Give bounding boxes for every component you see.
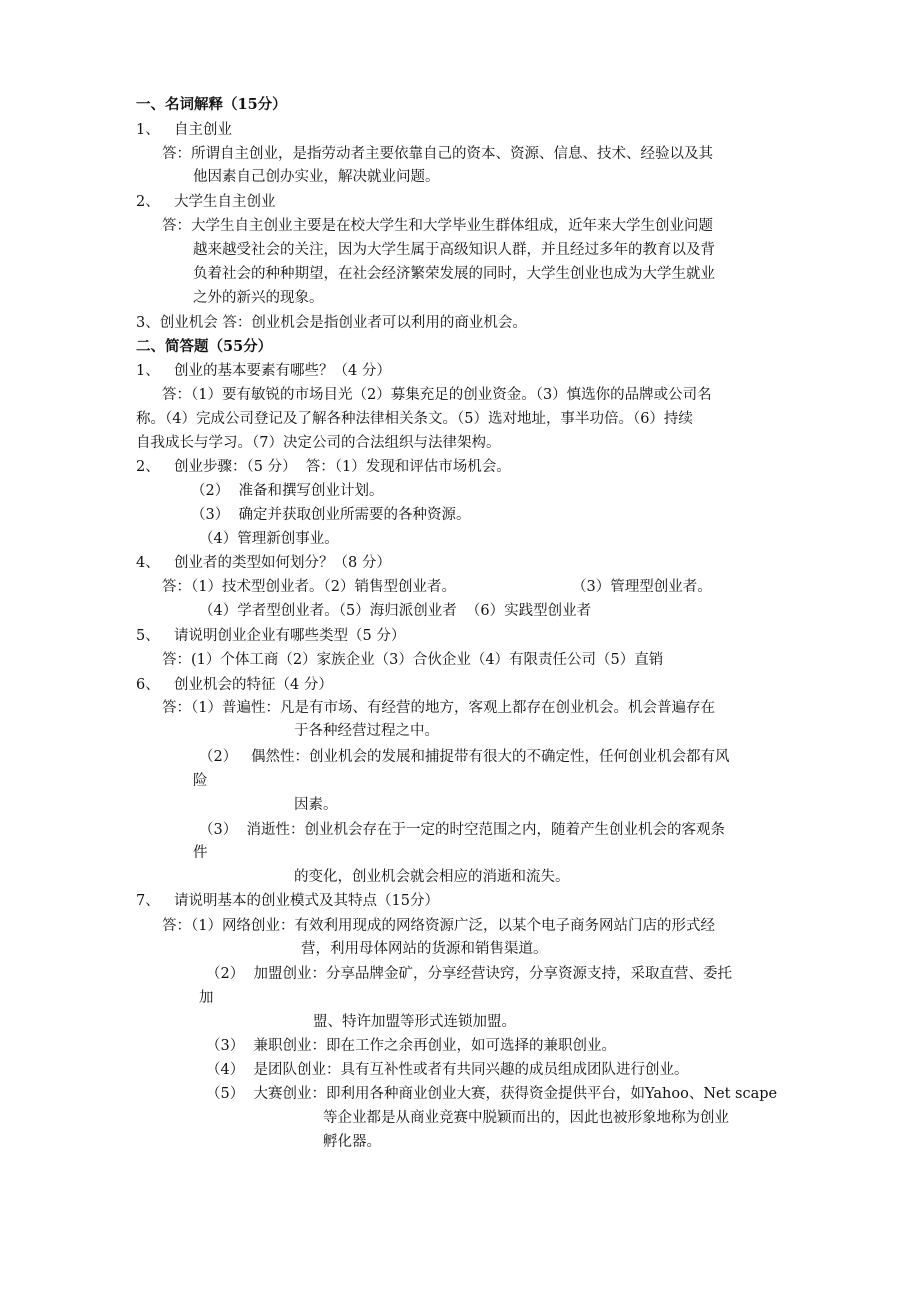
s2-q7-answer-5: （5） 大赛创业：即利用各种商业创业大赛，获得资金提供平台，如Yahoo、Net scape <box>206 1086 778 1102</box>
s1-q2-answer-line3: 负着社会的种种期望，在社会经济繁荣发展的同时，大学生创业也成为大学生就业 <box>193 266 715 282</box>
s2-q7-answer-5-cont1: 等企业都是从商业竞赛中脱颖而出的，因此也被形象地称为创业 <box>323 1110 729 1126</box>
s2-q1-number: 1、 <box>136 363 160 379</box>
s2-q6-answer-3: （3） 消逝性：创业机会存在于一定的时空范围之内，随着产生创业机会的客观条 <box>199 822 725 838</box>
s2-q4-number: 4、 <box>136 555 160 571</box>
s2-q6-answer-3-wrap: 件 <box>193 845 208 861</box>
s2-q4-answer-line1b: （3）管理型创业者。 <box>572 579 712 595</box>
s2-q7-answer-1-cont: 营，利用母体网站的货源和销售渠道。 <box>301 941 548 957</box>
s2-q7-answer-2-cont: 盟、特许加盟等形式连锁加盟。 <box>313 1014 516 1030</box>
s2-q7-number: 7、 <box>136 893 160 909</box>
s2-q6-answer-1: 答：（1）普遍性：凡是有市场、有经营的地方，客观上都存在创业机会。机会普遍存在 <box>162 700 715 716</box>
s1-q1-answer-line1: 答：所谓自主创业，是指劳动者主要依靠自己的资本、资源、信息、技术、经验以及其 <box>162 146 713 162</box>
s1-q1-answer-line2: 他因素自己创办实业，解决就业问题。 <box>193 169 440 185</box>
s2-q2-item2: （2） 准备和撰写创业计划。 <box>191 483 384 499</box>
s2-q6-answer-1-cont: 于各种经营过程之中。 <box>294 723 439 739</box>
s2-q6-answer-3-cont: 的变化，创业机会就会相应的消逝和流失。 <box>294 869 570 885</box>
s2-q1-answer-line1: 答：（1）要有敏锐的市场目光（2）募集充足的创业资金。（3）慎选你的品牌或公司名 <box>162 387 712 403</box>
s2-q2-number: 2、 <box>136 459 160 475</box>
section-1-title: 一、名词解释（15分） <box>136 96 287 113</box>
s2-q6-number: 6、 <box>136 677 160 693</box>
s2-q1-answer-line3: 自我成长与学习。（7）决定公司的合法组织与法律架构。 <box>136 435 501 451</box>
s1-q1-number: 1、 <box>136 122 160 138</box>
s1-q2-answer-line1: 答：大学生自主创业主要是在校大学生和大学毕业生群体组成，近年来大学生创业问题 <box>162 218 713 234</box>
s2-q4-answer-line2: （4）学者型创业者。（5）海归派创业者 （6）实践型创业者 <box>199 603 592 619</box>
s2-q5-answer: 答：(1）个体工商（2）家族企业（3）合伙企业（4）有限责任公司（5）直销 <box>162 652 664 668</box>
s2-q7-answer-5-cont2: 孵化器。 <box>323 1134 381 1150</box>
s2-q7-answer-4: （4） 是团队创业：具有互补性或者有共同兴趣的成员组成团队进行创业。 <box>206 1062 689 1078</box>
s2-q7-question: 请说明基本的创业模式及其特点（15分） <box>174 893 439 909</box>
s1-q2-term: 大学生自主创业 <box>174 194 276 210</box>
s2-q2-item4: （4）管理新创事业。 <box>199 531 339 547</box>
s2-q1-answer-line2: 称。（4）完成公司登记及了解各种法律相关条文。（5）选对地址，事半功倍。（6）持续 <box>136 411 693 427</box>
s2-q7-answer-3: （3） 兼职创业：即在工作之余再创业，如可选择的兼职创业。 <box>206 1038 616 1054</box>
s2-q4-question: 创业者的类型如何划分？（8 分） <box>174 555 391 571</box>
s2-q7-answer-2-wrap: 加 <box>199 990 214 1006</box>
s2-q6-answer-2: （2） 偶然性：创业机会的发展和捕捉带有很大的不确定性，任何创业机会都有风 <box>199 749 730 765</box>
s2-q6-answer-2-wrap: 险 <box>193 773 208 789</box>
s2-q5-question: 请说明创业企业有哪些类型（5 分） <box>174 628 406 644</box>
s1-q1-term: 自主创业 <box>174 122 232 138</box>
s2-q4-answer-line1a: 答：（1）技术型创业者。（2）销售型创业者。 <box>162 579 456 595</box>
s1-q2-number: 2、 <box>136 194 160 210</box>
s2-q2-line1: 创业步骤：（5 分） 答：（1）发现和评估市场机会。 <box>174 459 511 475</box>
s2-q7-answer-1: 答：（1）网络创业：有效利用现成的网络资源广泛，以某个电子商务网站门店的形式经 <box>162 918 715 934</box>
s2-q7-answer-2: （2） 加盟创业：分享品牌金矿，分享经营诀窍，分享资源支持，采取直营、委托 <box>206 966 732 982</box>
s2-q1-question: 创业的基本要素有哪些？（4 分） <box>174 363 391 379</box>
section-2-title: 二、简答题（55分） <box>136 338 273 355</box>
s2-q2-item3: （3） 确定并获取创业所需要的各种资源。 <box>191 507 471 523</box>
s2-q6-answer-2-cont: 因素。 <box>294 797 338 813</box>
s1-q2-answer-line4: 之外的新兴的现象。 <box>193 290 324 306</box>
s1-q3-line: 3、创业机会 答：创业机会是指创业者可以利用的商业机会。 <box>136 315 527 331</box>
s2-q6-question: 创业机会的特征（4 分） <box>174 677 333 693</box>
s1-q2-answer-line2: 越来越受社会的关注，因为大学生属于高级知识人群，并且经过多年的教育以及背 <box>193 242 715 258</box>
s2-q5-number: 5、 <box>136 628 160 644</box>
